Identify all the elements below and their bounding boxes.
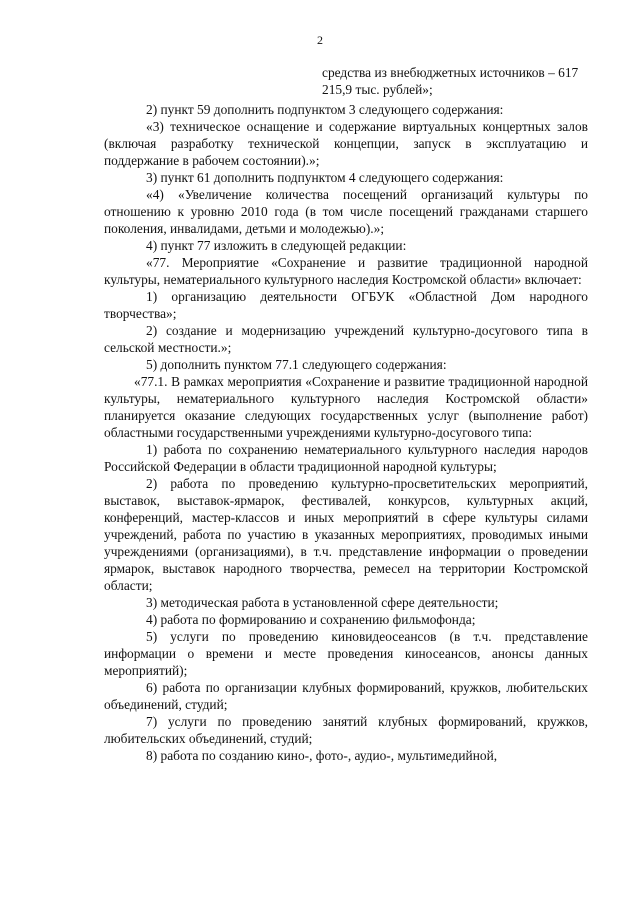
paragraph-77-sub-2: 2) создание и модернизацию учреждений культурно-досугового типа в сельской местности.»; [104,323,588,355]
paragraph-77-1-sub-1: 1) работа по сохранению нематериального культурного наследия народов Российской Федерации в области традиционной народной культуры; [104,442,588,474]
paragraph-point-77: «77. Мероприятие «Сохранение и развитие традиционной народной культуры, нематериального культурного наследия Костромской области» включает: [104,255,588,287]
paragraph-77-1-sub-3: 3) методическая работа в установленной сфере деятельности; [146,595,499,610]
paragraph-subitem-3: «3) техническое оснащение и содержание виртуальных концертных залов (включая разработку технической концепции, запуск в эксплуатацию и поддержание в рабочем состоянии).»; [104,119,588,168]
paragraph-77-1-sub-6: 6) работа по организации клубных формирований, кружков, любительских объединений, студий; [104,680,588,712]
paragraph-point-77-1: «77.1. В рамках мероприятия «Сохранение и развитие традиционной народной культуры, нематериального культурного наследия Костромской области» планируется оказание следующих государственных услуг (выполнение работ) областными государственными учреждениями культурно-досугового типа: [104,374,588,440]
paragraph-77-1-sub-7: 7) услуги по проведению занятий клубных формирований, кружков, любительских объединений, студий; [104,714,588,746]
paragraph-77-1-sub-2: 2) работа по проведению культурно-просветительских мероприятий, выставок, выставок-ярмарок, фестивалей, конкурсов, культурных акций, конференций, мастер-классов и иных мероприятий в сфере культуры силами учреждений, работа по участию в указанных мероприятиях, проводимых иными учреждениями (организациями), в т.ч. представление информации о проведении ярмарок, выставок народного творчества, ремесел на территории Костромской области; [104,476,588,593]
paragraph-77-1-sub-5: 5) услуги по проведению киновидеосеансов (в т.ч. представление информации о времени и месте проведения киносеансов, анонсы данных мероприятий); [104,629,588,678]
paragraph-item-2: 2) пункт 59 дополнить подпунктом 3 следующего содержания: [146,102,504,117]
paragraph-77-1-sub-8: 8) работа по созданию кино-, фото-, аудио-, мультимедийной, [146,748,498,763]
paragraph-funding-total: средства из внебюджетных источников – 617 215,9 тыс. рублей»; [322,65,579,97]
paragraph-item-3: 3) пункт 61 дополнить подпунктом 4 следующего содержания: [146,170,504,185]
paragraph-77-sub-1: 1) организацию деятельности ОГБУК «Областной Дом народного творчества»; [104,289,588,321]
paragraph-subitem-4: «4) «Увеличение количества посещений организаций культуры по отношению к уровню 2010 года (в том числе посещений гражданами старшего поколения, инвалидами, детьми и молодежью).»; [104,187,588,236]
paragraph-item-5: 5) дополнить пунктом 77.1 следующего содержания: [146,357,447,372]
page-number: 2 [317,33,323,47]
document-body [104,64,588,764]
paragraph-item-4: 4) пункт 77 изложить в следующей редакции: [146,238,407,253]
paragraph-77-1-sub-4: 4) работа по формированию и сохранению фильмофонда; [146,612,476,627]
